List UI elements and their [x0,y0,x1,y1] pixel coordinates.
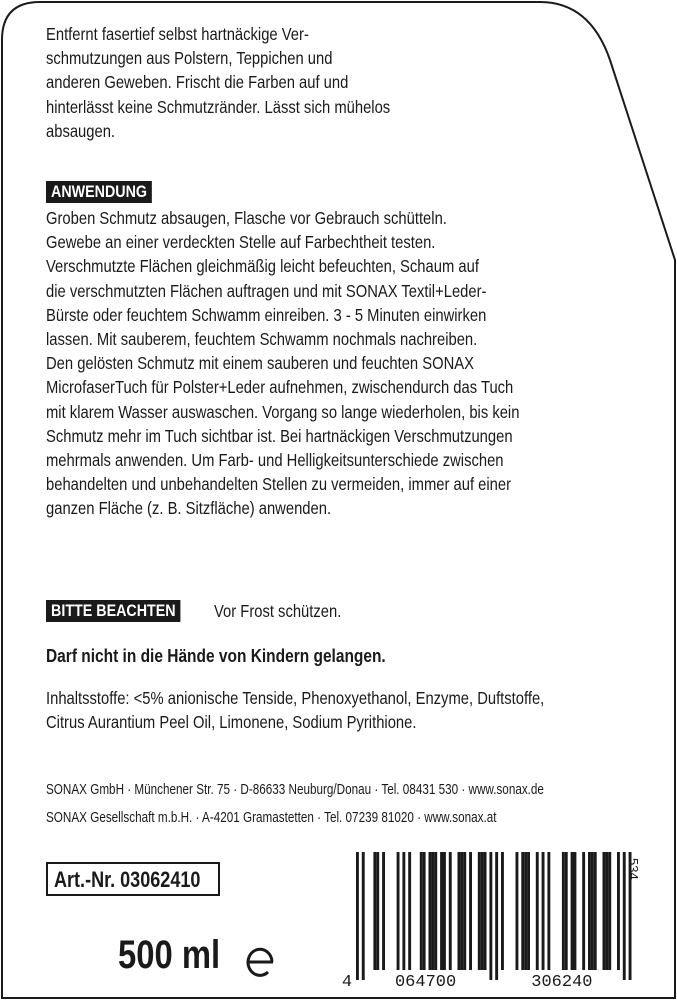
barcode-bar [402,852,405,970]
usage-line: behandelten und unbehandelten Stellen zu vermeiden, immer auf einer [46,474,512,495]
barcode-digit-first: 4 [341,973,353,990]
volume-label: 500 ml [118,933,221,977]
usage-line: mehrmals anwenden. Um Farb- und Helligkeitsunterschiede zwischen [46,450,504,471]
notice-heading: BITTE BEACHTEN [46,600,181,622]
barcode-bar [574,852,577,970]
article-number-box [46,862,220,896]
barcode-bar [617,852,620,970]
usage-line: ganzen Fläche (z. B. Sitzfläche) anwenden. [46,498,332,519]
ingredients-line: Citrus Aurantium Peel Oil, Limonene, Sodium Pyrithione. [46,712,417,733]
barcode-bar [571,852,574,970]
barcode-bar [397,852,400,970]
usage-line: MicrofaserTuch für Polster+Leder aufnehmen, zwischendurch das Tuch [46,377,514,398]
barcode-bar [608,852,611,970]
barcode-bar [562,852,565,970]
side-code: 534 [626,858,641,880]
barcode-bar [565,852,568,970]
ingredients-line: Inhaltsstoffe: <5% anionische Tenside, Phenoxyethanol, Enzyme, Duftstoffe, [46,688,545,708]
barcode-bar [542,852,545,970]
usage-line: Gewebe an einer verdeckten Stelle auf Farbechtheit testen. [46,232,436,253]
barcode-bar [588,852,591,970]
barcode-bar [376,852,379,970]
barcode-bar [547,852,550,970]
barcode-bar [420,852,423,970]
usage-heading: ANWENDUNG [46,181,152,203]
description-line: absaugen. [46,120,116,141]
usage-line: Den gelösten Schmutz mit einem sauberen und feuchten SONAX [46,353,475,374]
barcode-bar [458,852,461,970]
barcode-bar [484,852,487,970]
barcode-bar [536,852,539,970]
barcode-bar [356,852,359,980]
description-line: schmutzungen aus Polstern, Teppichen und [46,48,333,69]
notice-text: Vor Frost schützen. [214,601,342,621]
barcode-bar [434,852,437,970]
barcode-bar [603,852,606,970]
barcode-digits-left: 064700 [394,973,457,990]
barcode-bar [429,852,432,970]
barcode-bar [516,852,519,970]
barcode-bar [460,852,463,970]
barcode-bar [382,852,385,970]
usage-line: Groben Schmutz absaugen, Flasche vor Gebrauch schütteln. [46,208,447,228]
description-line: hinterlässt keine Schmutzränder. Lässt sich mühelos [46,96,391,117]
barcode-bar [495,852,498,980]
barcode-bar [594,852,597,970]
barcode-bar [591,852,594,970]
barcode-bar [373,852,376,970]
child-safety-warning: Darf nicht in die Hände von Kindern gelangen. [46,646,386,666]
barcode-bar [521,852,524,970]
usage-line: mit klarem Wasser auswaschen. Vorgang so lange wiederholen, bis kein [46,401,520,422]
usage-line: Verschmutzte Flächen gleichmäßig leicht befeuchten, Schaum auf [46,256,479,277]
ingredients [46,686,544,734]
barcode-bar [527,852,530,970]
barcode-bar [582,852,585,970]
estimate-sign-icon [244,944,278,980]
usage-instructions [46,206,519,521]
barcode-bar [489,852,492,980]
description-line: anderen Geweben. Frischt die Farben auf und [46,72,349,93]
barcode-bar [408,852,411,970]
barcode-bar [469,852,472,970]
barcode-bar [478,852,481,970]
barcode-bar [440,852,443,970]
barcode-digits-right: 306240 [531,973,593,990]
barcode-bar [605,852,608,970]
usage-line: Schmutz mehr im Tuch sichtbar ist. Bei hartnäckigen Verschmutzungen [46,425,513,446]
barcode-bar [423,852,426,970]
usage-line: die verschmutzten Flächen auftragen und mit SONAX Textil+Leder- [46,280,487,301]
barcode-bar [362,852,365,980]
barcode-bar [524,852,527,970]
product-description [46,22,390,143]
barcode-bar [463,852,466,970]
barcode-bar [481,852,484,970]
description-line: Entfernt fasertief selbst hartnäckige Ver- [46,24,309,44]
address-austria: SONAX Gesellschaft m.b.H. · A-4201 Gramastetten · Tel. 07239 81020 · www.sonax.at [46,809,497,826]
usage-line: Bürste oder feuchtem Schwamm einreiben. 3 - 5 Minuten einwirken [46,304,487,325]
ean-barcode [340,852,640,990]
article-number: Art.-Nr. 03062410 [54,867,201,892]
barcode-bar [501,852,504,970]
barcode-bar [443,852,446,970]
barcode-bar [449,852,452,970]
barcode-bar [431,852,434,970]
address-germany: SONAX GmbH · Münchener Str. 75 · D-86633 Neuburg/Donau · Tel. 08431 530 · www.sonax.de [46,781,544,798]
usage-line: lassen. Mit sauberem, feuchtem Schwamm nochmals nachreiben. [46,329,478,350]
